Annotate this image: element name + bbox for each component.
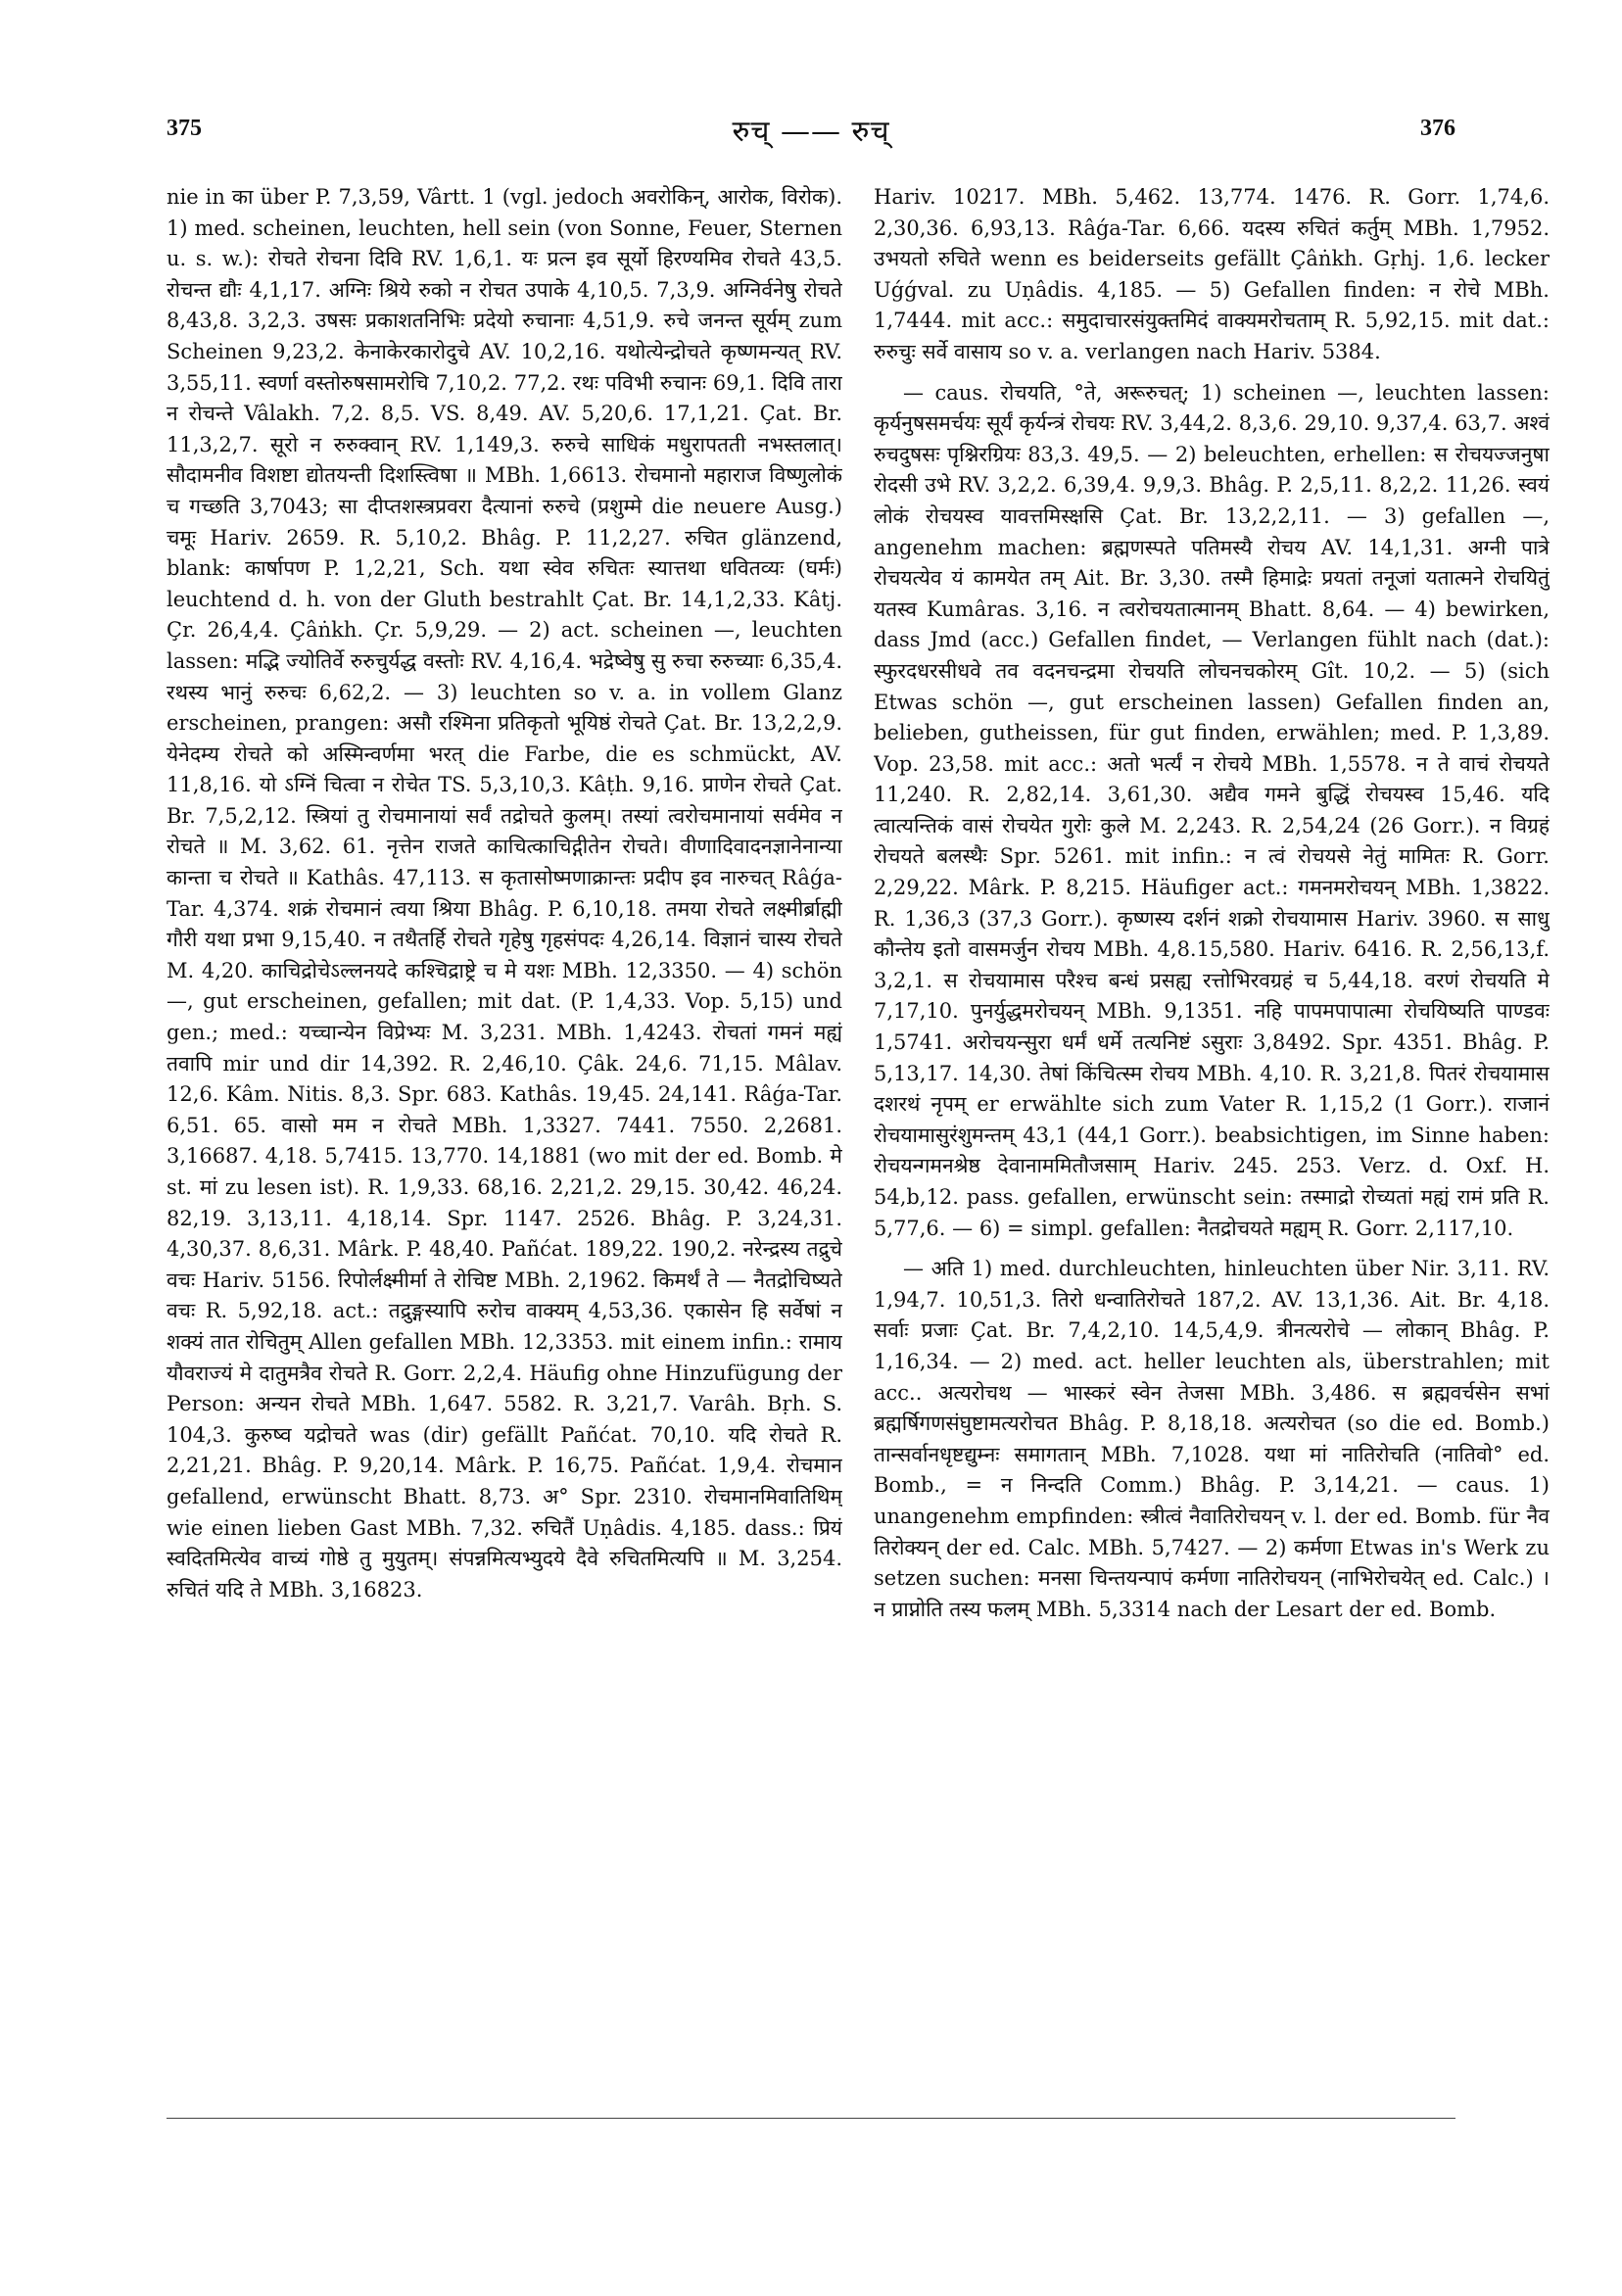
page-number-right: 376	[1420, 116, 1455, 141]
right-column	[874, 182, 1550, 1955]
page-number-left: 375	[167, 116, 202, 141]
right-paragraph: — अति 1) med. durchleuchten, hinleuchten über Nir. 3,11. RV. 1,94,7. 10,51,3. तिरो धन्वातिरोचते 187,2. AV. 13,1,36. Ait. Br. 4,18. सर्वाः प्रजाः Çat. Br. 7,4,2,10. 14,5,4,9. त्रीनत्यरोचे — लोकान् Bhâg. P. 1,16,34. — 2) med. act. heller leuchten als, überstrahlen; mit acc.. अत्यरोचथ — भास्करं स्वेन तेजसा MBh. 3,486. स ब्रह्मवर्चसेन सभां ब्रह्मर्षिगणसंघुष्टामत्यरोचत Bhâg. P. 8,18,18. अत्यरोचत (so die ed. Bomb.) तान्सर्वानधृष्टद्युम्नः समागतान् MBh. 7,1028. यथा मां नातिरोचति (नातिवो° ed. Bomb., = न निन्दति Comm.) Bhâg. P. 3,14,21. — caus. 1) unangenehm empfinden: स्त्रीत्वं नैवातिरोचयन् v. l. der ed. Bomb. für नैव तिरोक्यन् der ed. Calc. MBh. 5,7427. — 2) कर्मणा Etwas in's Werk zu setzen suchen: मनसा चिन्तयन्पापं कर्मणा नातिरोचयन् (नाभिरोचयेत् ed. Calc.) । न प्राप्नोति तस्य फलम् MBh. 5,3314 nach der Lesart der ed. Bomb.	[874, 1257, 1550, 1621]
footer-rule	[167, 2118, 1455, 2119]
running-headword: रुच् —— रुच्	[732, 115, 890, 149]
page-header	[167, 116, 1455, 174]
right-paragraph: Hariv. 10217. MBh. 5,462. 13,774. 1476. R. Gorr. 1,74,6. 2,30,36. 6,93,13. Râǵa-Tar. 6,66. यदस्य रुचितं कर्तुम् MBh. 1,7952. उभयतो रुचिते wenn es beiderseits gefällt Çâṅkh. Gṛhj. 1,6. lecker Uǵǵval. zu Uṇâdis. 4,185. — 5) Gefallen finden: न रोचे MBh. 1,7444. mit acc.: समुदाचारसंयुक्तमिदं वाक्यमरोचताम् R. 5,92,15. mit dat.: रुरुचुः सर्वे वासाय so v. a. verlangen nach Hariv. 5384.	[874, 185, 1550, 363]
left-paragraph: nie in का über P. 7,3,59, Vârtt. 1 (vgl. jedoch अवरोकिन्, आरोक, विरोक). 1) med. scheinen, leuchten, hell sein (von Sonne, Feuer, Sternen u. s. w.): रोचते रोचना दिवि RV. 1,6,1. यः प्रत्न इव सूर्यो हिरण्यमिव रोचते 43,5. रोचन्त द्यौः 4,1,17. अग्निः श्रिये रुको न रोचत उपाके 4,10,5. 7,3,9. अग्निर्वनेषु रोचते 8,43,8. 3,2,3. उषसः प्रकाशतनिभिः प्रदेयो रुचानाः 4,51,9. रुचे जनन्त सूर्यम् zum Scheinen 9,23,2. केनाकेरकारोदुचे AV. 10,2,16. यथोत्येन्द्रोचते कृष्णमन्यत् RV. 3,55,11. स्वर्णा वस्तोरुषसामरोचि 7,10,2. 77,2. रथः पविभी रुचानः 69,1. दिवि तारा न रोचन्ते Vâlakh. 7,2. 8,5. VS. 8,49. AV. 5,20,6. 17,1,21. Çat. Br. 11,3,2,7. सूरो न रुरुक्वान् RV. 1,149,3. रुरुचे साधिकं मधुरापतती नभस्तलात्। सौदामनीव विशष्टा द्योतयन्ती दिशस्त्विषा ॥ MBh. 1,6613. रोचमानो महाराज विष्णुलोकं च गच्छति 3,7043; सा दीप्तशस्त्रप्रवरा दैत्यानां रुरुचे (प्रशुम्मे die neuere Ausg.) चमूः Hariv. 2659. R. 5,10,2. Bhâg. P. 11,2,27. रुचित glänzend, blank: कार्षापण P. 1,2,21, Sch. यथा स्वेव रुचितः स्यात्तथा धवितव्यः (घर्मः) leuchtend d. h. von der Gluth bestrahlt Çat. Br. 14,1,2,33. Kâtj. Çr. 26,4,4. Çâṅkh. Çr. 5,9,29. — 2) act. scheinen —, leuchten lassen: मद्भि ज्योतिर्वे रुरुचुर्यद्ध वस्तोः RV. 4,16,4. भद्रेष्वेषु सु रुचा रुरुच्याः 6,35,4. रथस्य भानुं रुरुचः 6,62,2. — 3) leuchten so v. a. in vollem Glanz erscheinen, prangen: असौ रश्मिना प्रतिकृतो भूयिष्ठं रोचते Çat. Br. 13,2,2,9. येनेदम्य रोचते को अस्मिन्वर्णमा भरत् die Farbe, die es schmückt, AV. 11,8,16. यो ऽग्निं चित्वा न रोचेत TS. 5,3,10,3. Kâṭh. 9,16. प्राणेन रोचते Çat. Br. 7,5,2,12. स्त्रियां तु रोचमानायां सर्वं तद्रोचते कुलम्। तस्यां त्वरोचमानायां सर्वमेव न रोचते ॥ M. 3,62. 61. नृत्तेन राजते काचित्काचिद्गीतेन रोचते। वीणादिवादनज्ञानेनान्या कान्ता च रोचते ॥ Kathâs. 47,113. स कृतासोष्मणाक्रान्तः प्रदीप इव नारुचत् Râǵa-Tar. 4,374. शक्रं रोचमानं त्वया श्रिया Bhâg. P. 6,10,18. तमया रोचते लक्ष्मीर्ब्राह्मी गौरी यथा प्रभा 9,15,40. न तथैतर्हि रोचते गृहेषु गृहसंपदः 4,26,14. विज्ञानं चास्य रोचते M. 4,20. काचिद्रोचेऽल्लनयदे कश्चिद्राष्ट्रे च मे यशः MBh. 12,3350. — 4) schön —, gut erscheinen, gefallen; mit dat. (P. 1,4,33. Vop. 5,15) und gen.; med.: यच्चान्येन विप्रेभ्यः M. 3,231. MBh. 1,4243. रोचतां गमनं मह्यं तवापि mir und dir 14,392. R. 2,46,10. Çâk. 24,6. 71,15. Mâlav. 12,6. Kâm. Nitis. 8,3. Spr. 683. Kathâs. 19,45. 24,141. Râǵa-Tar. 6,51. 65. वासो मम न रोचते MBh. 1,3327. 7441. 7550. 2,2681. 3,16687. 4,18. 5,7415. 13,770. 14,1881 (wo mit der ed. Bomb. मे st. मां zu lesen ist). R. 1,9,33. 68,16. 2,21,2. 29,15. 30,42. 46,24. 82,19. 3,13,11. 4,18,14. Spr. 1147. 2526. Bhâg. P. 3,24,31. 4,30,37. 8,6,31. Mârk. P. 48,40. Pañćat. 189,22. 190,2. नरेन्द्रस्य तद्रुचे वचः Hariv. 5156. रिपोर्लक्ष्मीर्मा ते रोचिष्ट MBh. 2,1962. किमर्थं ते — नैतद्रोचिष्यते वचः R. 5,92,18. act.: तद्रुङ्गस्यापि रुरोच वाक्यम् 4,53,36. एकासेन हि सर्वेषां न शक्यं तात रोचितुम् Allen gefallen MBh. 12,3353. mit einem infin.: रामाय यौवराज्यं मे दातुमत्रैव रोचते R. Gorr. 2,2,4. Häufig ohne Hinzufügung der Person: अन्यन रोचते MBh. 1,647. 5582. R. 3,21,7. Varâh. Bṛh. S. 104,3. कुरुष्व यद्रोचते was (dir) gefällt Pañćat. 70,10. यदि रोचते R. 2,21,21. Bhâg. P. 9,20,14. Mârk. P. 16,75. Pañćat. 1,9,4. रोचमान gefallend, erwünscht Bhatt. 8,73. अ° Spr. 2310. रोचमानमिवातिथिम् wie einen lieben Gast MBh. 7,32. रुचितैं Uṇâdis. 4,185. dass.: प्रियं स्वदितमित्येव वाच्यं गोष्ठे तु मुयुतम्। संपन्नमित्यभ्युदये दैवे रुचितमित्यपि ॥ M. 3,254. रुचितं यदि ते MBh. 3,16823.	[167, 185, 842, 1602]
left-column	[167, 182, 842, 2004]
right-paragraph: — caus. रोचयति, °ते, अरूरुचत्; 1) scheinen —, leuchten lassen: कृर्यनुषसमर्चयः सूर्यं कृर्यन्त्रं रोचयः RV. 3,44,2. 8,3,6. 29,10. 9,37,4. 63,7. अश्वं रुचदुषसः पृश्निरग्रियः 83,3. 49,5. — 2) beleuchten, erhellen: स रोचयज्जनुषा रोदसी उभे RV. 3,2,2. 6,39,4. 9,9,3. Bhâg. P. 2,5,11. 8,2,2. 11,26. स्वयं लोकं रोचयस्व यावत्तमिस्क्षसि Çat. Br. 13,2,2,11. — 3) gefallen —, angenehm machen: ब्रह्मणस्पते पतिमस्यै रोचय AV. 14,1,31. अग्नी पात्रे रोचयत्येव यं कामयेत तम् Ait. Br. 3,30. तस्मै हिमाद्रेः प्रयतां तनूजां यतात्मने रोचयितुं यतस्व Kumâras. 3,16. न त्वरोचयतात्मानम् Bhatt. 8,64. — 4) bewirken, dass Jmd (acc.) Gefallen findet, — Verlangen fühlt nach (dat.): स्फुरदधरसीधवे तव वदनचन्द्रमा रोचयति लोचनचकोरम् Gît. 10,2. — 5) (sich Etwas schön —, gut erscheinen lassen) Gefallen finden an, belieben, gutheissen, für gut finden, erwählen; med. P. 1,3,89. Vop. 23,58. mit acc.: अतो भर्त्यं न रोचये MBh. 1,5578. न ते वाचं रोचयते 11,240. R. 2,82,14. 3,61,30. अद्यैव गमने बुद्धिं रोचयस्व 15,46. यदि त्वात्यन्तिकं वासं रोचयेत गुरोः कुले M. 2,243. R. 2,54,24 (26 Gorr.). न विग्रहं रोचयते बलस्थैः Spr. 5261. mit infin.: न त्वं रोचयसे नेतुं मामितः R. Gorr. 2,29,22. Mârk. P. 8,215. Häufiger act.: गमनमरोचयन् MBh. 1,3822. R. 1,36,3 (37,3 Gorr.). कृष्णस्य दर्शनं शक्रो रोचयामास Hariv. 3960. स साधु कौन्तेय इतो वासमर्जुन रोचय MBh. 4,8.15,580. Hariv. 6416. R. 2,56,13,f. 3,2,1. स रोचयामास परैश्च बन्धं प्रसह्य रत्तोभिरवग्रहं च 5,44,18. वरणं रोचयति मे 7,17,10. पुनर्युद्धमरोचयन् MBh. 9,1351. नहि पापमपापात्मा रोचयिष्यति पाण्डवः 1,5741. अरोचयन्सुरा धर्मं धर्मे तत्यनिष्टं ऽसुराः 3,8492. Spr. 4351. Bhâg. P. 5,13,17. 14,30. तेषां किंचित्स्म रोचय MBh. 4,10. R. 3,21,8. पितरं रोचयामास दशरथं नृपम् er erwählte sich zum Vater R. 1,15,2 (1 Gorr.). राजानं रोचयामासुरंशुमन्तम् 43,1 (44,1 Gorr.). beabsichtigen, im Sinne haben: रोचयन्गमनश्रेष्ठ देवानाममितौजसाम् Hariv. 245. 253. Verz. d. Oxf. H. 54,b,12. pass. gefallen, erwünscht sein: तस्माद्रो रोच्यतां मह्यं रामं प्रति R. 5,77,6. — 6) = simpl. gefallen: नैतद्रोचयते मह्यम् R. Gorr. 2,117,10.	[874, 380, 1550, 1240]
